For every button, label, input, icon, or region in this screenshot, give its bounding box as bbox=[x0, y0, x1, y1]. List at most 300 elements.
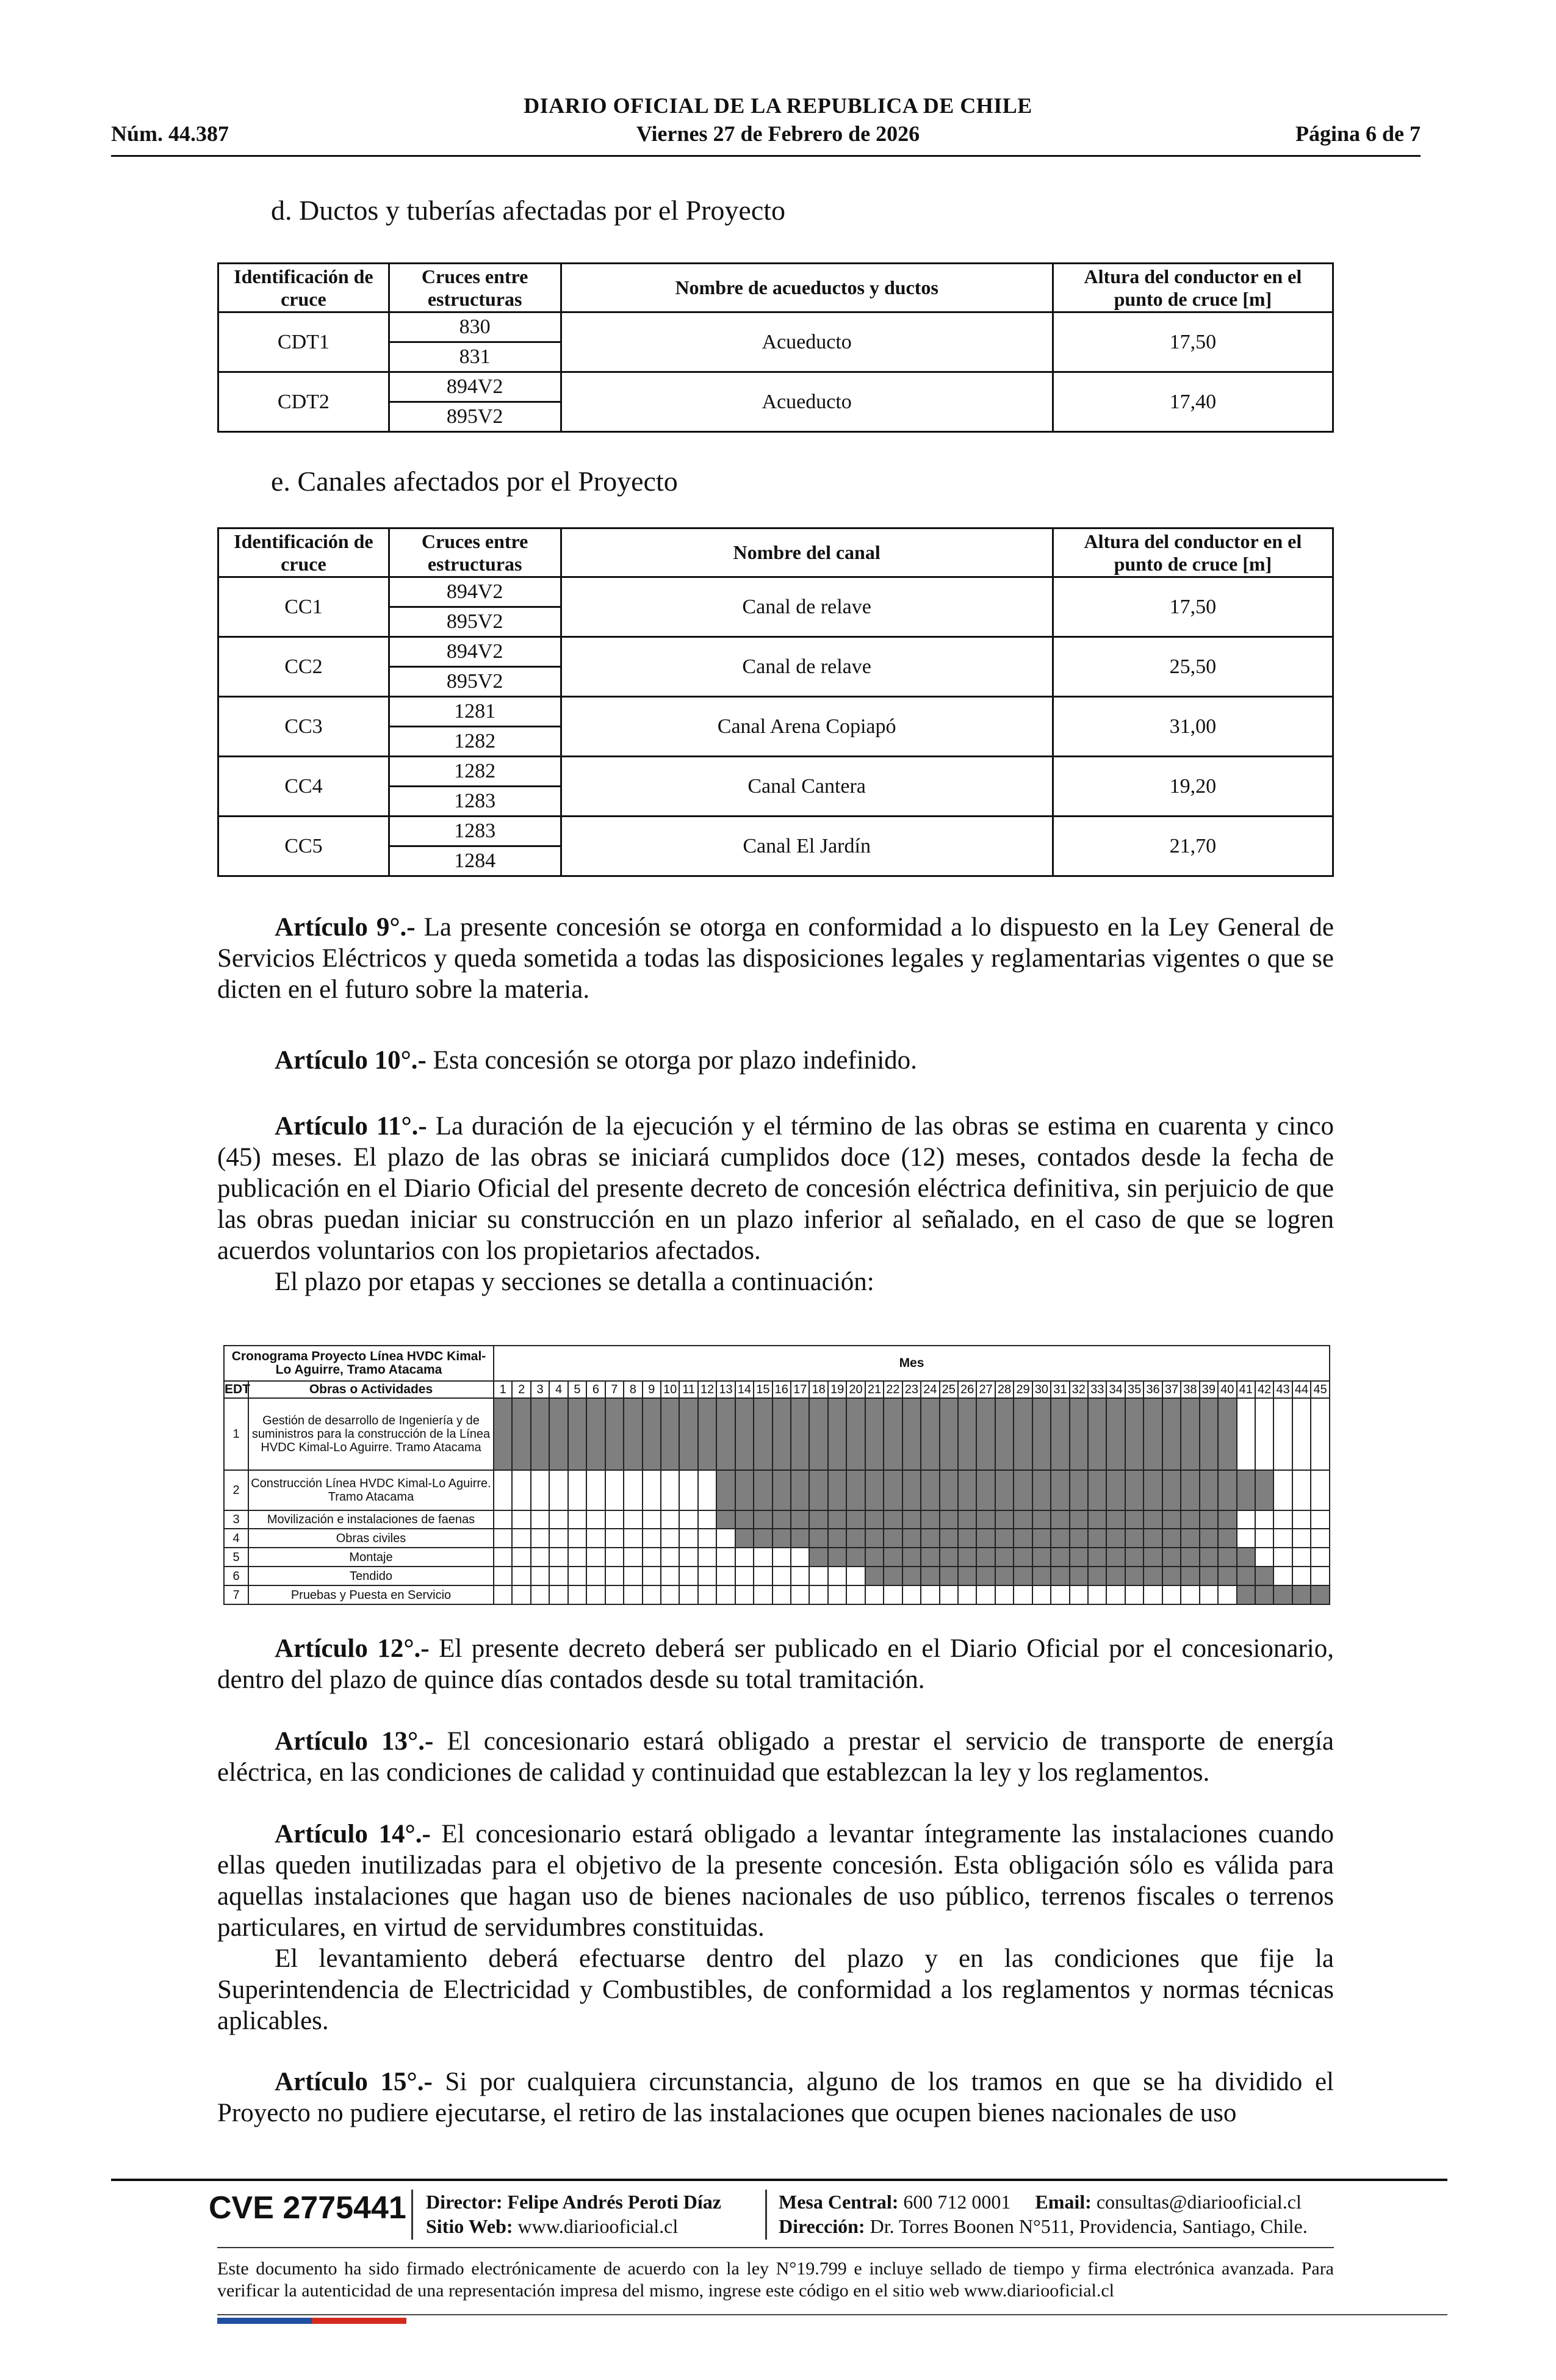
month-number: 11 bbox=[679, 1381, 697, 1399]
month-number: 1 bbox=[494, 1381, 512, 1399]
gantt-bar-cell bbox=[1125, 1548, 1144, 1567]
gantt-bar-cell bbox=[902, 1398, 921, 1469]
month-number: 38 bbox=[1181, 1381, 1199, 1399]
gantt-empty-cell bbox=[1311, 1567, 1330, 1585]
gantt-empty-cell bbox=[512, 1548, 530, 1567]
gantt-empty-cell bbox=[791, 1567, 809, 1585]
gantt-bar-cell bbox=[995, 1470, 1014, 1510]
gantt-bar-cell bbox=[1070, 1567, 1088, 1585]
gantt-bar-cell bbox=[1088, 1510, 1106, 1529]
gantt-empty-cell bbox=[586, 1529, 605, 1548]
task-edt: 1 bbox=[224, 1398, 248, 1469]
gantt-empty-cell bbox=[698, 1510, 716, 1529]
gantt-empty-cell bbox=[494, 1567, 512, 1585]
gantt-empty-cell bbox=[643, 1567, 661, 1585]
structure-cell: 831 bbox=[389, 342, 561, 372]
month-number: 4 bbox=[549, 1381, 567, 1399]
structure-cell: 830 bbox=[389, 312, 561, 342]
gantt-bar-cell bbox=[1125, 1470, 1144, 1510]
month-number: 28 bbox=[995, 1381, 1014, 1399]
gantt-empty-cell bbox=[1237, 1398, 1255, 1469]
structure-cell: 1282 bbox=[389, 727, 561, 757]
article-text: El levantamiento deberá efectuarse dentro del plazo y en las condiciones que fije la Superintendencia de Electricidad y Combustibles, de conformidad a los reglamentos y normas técnicas aplicables. bbox=[217, 1944, 1334, 2035]
gantt-empty-cell bbox=[846, 1585, 865, 1604]
gantt-bar-cell bbox=[1014, 1529, 1032, 1548]
gantt-empty-cell bbox=[1032, 1585, 1051, 1604]
gantt-empty-cell bbox=[1273, 1470, 1292, 1510]
gantt-empty-cell bbox=[624, 1529, 642, 1548]
month-number: 39 bbox=[1200, 1381, 1218, 1399]
gantt-bar-cell bbox=[773, 1470, 791, 1510]
month-number: 2 bbox=[512, 1381, 530, 1399]
gantt-bar-cell bbox=[1200, 1470, 1218, 1510]
gantt-empty-cell bbox=[549, 1567, 567, 1585]
gantt-bar-cell bbox=[716, 1398, 735, 1469]
issue-number: Núm. 44.387 bbox=[111, 121, 229, 146]
gantt-empty-cell bbox=[679, 1470, 697, 1510]
task-name: Obras civiles bbox=[248, 1529, 494, 1548]
task-name: Gestión de desarrollo de Ingeniería y de suministros para la construcción de la Línea HVDC Kimal-Lo Aguirre. Tramo Atacama bbox=[248, 1398, 494, 1469]
month-number: 17 bbox=[791, 1381, 809, 1399]
gantt-empty-cell bbox=[494, 1548, 512, 1567]
gantt-bar-cell bbox=[1144, 1548, 1162, 1567]
director-name: Felipe Andrés Peroti Díaz bbox=[502, 2191, 721, 2213]
gantt-empty-cell bbox=[661, 1470, 679, 1510]
gantt-bar-cell bbox=[976, 1510, 995, 1529]
gantt-empty-cell bbox=[643, 1470, 661, 1510]
footer-divider bbox=[217, 2247, 1334, 2248]
section-e-title: e. Canales afectados por el Proyecto bbox=[271, 466, 678, 497]
structure-cell: 1282 bbox=[389, 757, 561, 787]
month-number: 29 bbox=[1014, 1381, 1032, 1399]
gantt-empty-cell bbox=[549, 1470, 567, 1510]
journal-title: DIARIO OFICIAL DE LA REPUBLICA DE CHILE bbox=[524, 93, 1032, 118]
gantt-bar-cell bbox=[1125, 1398, 1144, 1469]
gantt-empty-cell bbox=[531, 1510, 549, 1529]
gantt-bar-cell bbox=[624, 1398, 642, 1469]
gantt-empty-cell bbox=[568, 1529, 586, 1548]
gantt-bar-cell bbox=[1218, 1470, 1236, 1510]
gantt-bar-cell bbox=[773, 1510, 791, 1529]
gantt-empty-cell bbox=[661, 1529, 679, 1548]
month-number: 24 bbox=[921, 1381, 939, 1399]
gantt-bar-cell bbox=[1051, 1529, 1069, 1548]
gantt-empty-cell bbox=[716, 1529, 735, 1548]
section-d-title: d. Ductos y tuberías afectadas por el Proyecto bbox=[271, 195, 786, 226]
gantt-empty-cell bbox=[661, 1567, 679, 1585]
gantt-bar-cell bbox=[1106, 1510, 1125, 1529]
gantt-bar-cell bbox=[1181, 1548, 1199, 1567]
gantt-bar-cell bbox=[958, 1470, 976, 1510]
footer-contact-block bbox=[779, 2190, 1308, 2238]
gantt-bar-cell bbox=[1200, 1548, 1218, 1567]
gantt-task-row bbox=[224, 1398, 1330, 1469]
gantt-bar-cell bbox=[921, 1567, 939, 1585]
gantt-bar-cell bbox=[828, 1529, 846, 1548]
gantt-empty-cell bbox=[494, 1529, 512, 1548]
article-text: El plazo por etapas y secciones se detalla a continuación: bbox=[275, 1268, 874, 1296]
gantt-empty-cell bbox=[940, 1585, 958, 1604]
gantt-bar-cell bbox=[1125, 1510, 1144, 1529]
article-label: Artículo 13°.- bbox=[275, 1727, 434, 1756]
gantt-bar-cell bbox=[884, 1548, 902, 1567]
gantt-empty-cell bbox=[1255, 1398, 1273, 1469]
gantt-bar-cell bbox=[643, 1398, 661, 1469]
gantt-bar-cell bbox=[940, 1398, 958, 1469]
gantt-bar-cell bbox=[1181, 1510, 1199, 1529]
duct-name: Acueducto bbox=[561, 312, 1053, 372]
web-link[interactable]: www.diariooficial.cl bbox=[513, 2215, 679, 2237]
gantt-bar-cell bbox=[976, 1548, 995, 1567]
gantt-bar-cell bbox=[1051, 1548, 1069, 1567]
gantt-empty-cell bbox=[995, 1585, 1014, 1604]
gantt-bar-cell bbox=[902, 1567, 921, 1585]
gantt-empty-cell bbox=[773, 1585, 791, 1604]
edt-header: EDT bbox=[224, 1381, 248, 1399]
gantt-empty-cell bbox=[754, 1585, 772, 1604]
structure-cell: 1283 bbox=[389, 817, 561, 846]
month-number: 8 bbox=[624, 1381, 642, 1399]
task-edt: 6 bbox=[224, 1567, 248, 1585]
gantt-bar-cell bbox=[1255, 1585, 1273, 1604]
gantt-bar-cell bbox=[1070, 1529, 1088, 1548]
month-number: 41 bbox=[1237, 1381, 1255, 1399]
gantt-bar-cell bbox=[716, 1470, 735, 1510]
gantt-bar-cell bbox=[512, 1398, 530, 1469]
gantt-bar-cell bbox=[586, 1398, 605, 1469]
gantt-empty-cell bbox=[716, 1585, 735, 1604]
task-edt: 2 bbox=[224, 1470, 248, 1510]
gantt-empty-cell bbox=[531, 1548, 549, 1567]
structure-cell: 1281 bbox=[389, 697, 561, 727]
gantt-empty-cell bbox=[549, 1510, 567, 1529]
gantt-bar-cell bbox=[884, 1510, 902, 1529]
conductor-height: 25,50 bbox=[1053, 637, 1333, 697]
gantt-empty-cell bbox=[698, 1470, 716, 1510]
conductor-height: 17,40 bbox=[1053, 372, 1333, 432]
gantt-bar-cell bbox=[791, 1398, 809, 1469]
gantt-empty-cell bbox=[512, 1567, 530, 1585]
gantt-bar-cell bbox=[865, 1548, 884, 1567]
gantt-bar-cell bbox=[1070, 1398, 1088, 1469]
gantt-bar-cell bbox=[1200, 1510, 1218, 1529]
gantt-bar-cell bbox=[1218, 1548, 1236, 1567]
gantt-bar-cell bbox=[1106, 1398, 1125, 1469]
gantt-empty-cell bbox=[643, 1510, 661, 1529]
gantt-empty-cell bbox=[643, 1585, 661, 1604]
article-text: Esta concesión se otorga por plazo indefinido. bbox=[426, 1046, 917, 1075]
conductor-height: 31,00 bbox=[1053, 697, 1333, 757]
gantt-empty-cell bbox=[605, 1548, 624, 1567]
month-number: 30 bbox=[1032, 1381, 1051, 1399]
director-label: Director: bbox=[426, 2191, 503, 2213]
gantt-empty-cell bbox=[698, 1567, 716, 1585]
gantt-bar-cell bbox=[494, 1398, 512, 1469]
gantt-bar-cell bbox=[1070, 1548, 1088, 1567]
article-11 bbox=[217, 1111, 1334, 1297]
gantt-empty-cell bbox=[679, 1529, 697, 1548]
gantt-bar-cell bbox=[921, 1548, 939, 1567]
gantt-bar-cell bbox=[1181, 1398, 1199, 1469]
month-number: 32 bbox=[1070, 1381, 1088, 1399]
gantt-empty-cell bbox=[698, 1585, 716, 1604]
address-label: Dirección: bbox=[779, 2215, 865, 2237]
email-label: Email: bbox=[1035, 2191, 1092, 2213]
article-label: Artículo 11°.- bbox=[275, 1112, 427, 1141]
structure-cell: 895V2 bbox=[389, 607, 561, 637]
gantt-empty-cell bbox=[1125, 1585, 1144, 1604]
gantt-bar-cell bbox=[1162, 1510, 1181, 1529]
article-12 bbox=[217, 1633, 1334, 1695]
gantt-bar-cell bbox=[902, 1529, 921, 1548]
gantt-empty-cell bbox=[1311, 1548, 1330, 1567]
article-label: Artículo 15°.- bbox=[275, 2068, 433, 2096]
gantt-bar-cell bbox=[1162, 1548, 1181, 1567]
footer-divider bbox=[111, 2179, 1447, 2181]
month-number: 5 bbox=[568, 1381, 586, 1399]
gantt-bar-cell bbox=[995, 1567, 1014, 1585]
col-header: Altura del conductor en el punto de cruce [m] bbox=[1053, 528, 1333, 577]
gantt-empty-cell bbox=[643, 1529, 661, 1548]
col-header: Cruces entre estructuras bbox=[389, 528, 561, 577]
gantt-empty-cell bbox=[605, 1470, 624, 1510]
gantt-empty-cell bbox=[1162, 1585, 1181, 1604]
gantt-empty-cell bbox=[735, 1548, 754, 1567]
conductor-height: 19,20 bbox=[1053, 757, 1333, 817]
gantt-empty-cell bbox=[568, 1567, 586, 1585]
gantt-empty-cell bbox=[754, 1548, 772, 1567]
gantt-empty-cell bbox=[661, 1510, 679, 1529]
gantt-bar-cell bbox=[1032, 1567, 1051, 1585]
footer-separator bbox=[765, 2190, 767, 2240]
gantt-bar-cell bbox=[1144, 1510, 1162, 1529]
gantt-bar-cell bbox=[605, 1398, 624, 1469]
gantt-bar-cell bbox=[735, 1470, 754, 1510]
gantt-bar-cell bbox=[809, 1529, 827, 1548]
gantt-bar-cell bbox=[1200, 1398, 1218, 1469]
month-number: 7 bbox=[605, 1381, 624, 1399]
footer-separator bbox=[411, 2190, 413, 2240]
gantt-bar-cell bbox=[1070, 1510, 1088, 1529]
gantt-empty-cell bbox=[679, 1510, 697, 1529]
gantt-bar-cell bbox=[661, 1398, 679, 1469]
gantt-bar-cell bbox=[1014, 1567, 1032, 1585]
crossing-id: CC3 bbox=[218, 697, 389, 757]
gantt-empty-cell bbox=[1237, 1510, 1255, 1529]
footer-director-block bbox=[426, 2190, 721, 2238]
gantt-bar-cell bbox=[1237, 1567, 1255, 1585]
month-number: 15 bbox=[754, 1381, 772, 1399]
gantt-bar-cell bbox=[1181, 1470, 1199, 1510]
article-13 bbox=[217, 1726, 1334, 1788]
gantt-empty-cell bbox=[679, 1548, 697, 1567]
gantt-bar-cell bbox=[1125, 1529, 1144, 1548]
gantt-empty-cell bbox=[586, 1470, 605, 1510]
gantt-empty-cell bbox=[494, 1585, 512, 1604]
gantt-bar-cell bbox=[846, 1470, 865, 1510]
gantt-empty-cell bbox=[1292, 1567, 1311, 1585]
cve-code: CVE 2775441 bbox=[209, 2190, 406, 2226]
gantt-empty-cell bbox=[679, 1567, 697, 1585]
gantt-bar-cell bbox=[976, 1470, 995, 1510]
conductor-height: 21,70 bbox=[1053, 817, 1333, 876]
structure-cell: 894V2 bbox=[389, 637, 561, 667]
gantt-empty-cell bbox=[512, 1470, 530, 1510]
gantt-bar-cell bbox=[1088, 1470, 1106, 1510]
gantt-bar-cell bbox=[1051, 1510, 1069, 1529]
gantt-empty-cell bbox=[1218, 1585, 1236, 1604]
month-number: 16 bbox=[773, 1381, 791, 1399]
col-header: Identificación de cruce bbox=[218, 264, 389, 312]
gantt-bar-cell bbox=[1051, 1470, 1069, 1510]
gantt-empty-cell bbox=[735, 1567, 754, 1585]
gantt-bar-cell bbox=[1292, 1585, 1311, 1604]
gantt-empty-cell bbox=[494, 1510, 512, 1529]
month-number: 13 bbox=[716, 1381, 735, 1399]
month-number: 20 bbox=[846, 1381, 865, 1399]
month-number: 33 bbox=[1088, 1381, 1106, 1399]
article-text: El concesionario estará obligado a prestar el servicio de transporte de energía eléctrica, en las condiciones de calidad y continuidad que establezcan la ley y los reglamentos. bbox=[217, 1727, 1334, 1787]
gantt-bar-cell bbox=[846, 1398, 865, 1469]
gantt-bar-cell bbox=[549, 1398, 567, 1469]
gantt-empty-cell bbox=[828, 1585, 846, 1604]
gantt-bar-cell bbox=[809, 1398, 827, 1469]
gantt-bar-cell bbox=[1255, 1567, 1273, 1585]
task-name: Tendido bbox=[248, 1567, 494, 1585]
gantt-bar-cell bbox=[568, 1398, 586, 1469]
gantt-empty-cell bbox=[1255, 1548, 1273, 1567]
gantt-bar-cell bbox=[791, 1470, 809, 1510]
gantt-bar-cell bbox=[976, 1398, 995, 1469]
gantt-empty-cell bbox=[531, 1470, 549, 1510]
gantt-empty-cell bbox=[1200, 1585, 1218, 1604]
gantt-bar-cell bbox=[940, 1470, 958, 1510]
gantt-bar-cell bbox=[1106, 1529, 1125, 1548]
gantt-bar-cell bbox=[884, 1470, 902, 1510]
gantt-empty-cell bbox=[605, 1567, 624, 1585]
gantt-empty-cell bbox=[1292, 1548, 1311, 1567]
gantt-empty-cell bbox=[624, 1567, 642, 1585]
task-name: Pruebas y Puesta en Servicio bbox=[248, 1585, 494, 1604]
gantt-empty-cell bbox=[828, 1567, 846, 1585]
gantt-bar-cell bbox=[754, 1470, 772, 1510]
gantt-bar-cell bbox=[754, 1510, 772, 1529]
gantt-empty-cell bbox=[1311, 1529, 1330, 1548]
gantt-bar-cell bbox=[958, 1567, 976, 1585]
gantt-empty-cell bbox=[586, 1510, 605, 1529]
gantt-bar-cell bbox=[1144, 1470, 1162, 1510]
gantt-empty-cell bbox=[661, 1548, 679, 1567]
crossing-id: CDT1 bbox=[218, 312, 389, 372]
gantt-empty-cell bbox=[1088, 1585, 1106, 1604]
gantt-bar-cell bbox=[754, 1529, 772, 1548]
gantt-empty-cell bbox=[791, 1548, 809, 1567]
month-number: 25 bbox=[940, 1381, 958, 1399]
gantt-empty-cell bbox=[531, 1529, 549, 1548]
gantt-empty-cell bbox=[1273, 1567, 1292, 1585]
task-name: Movilización e instalaciones de faenas bbox=[248, 1510, 494, 1529]
gantt-empty-cell bbox=[865, 1585, 884, 1604]
gantt-empty-cell bbox=[698, 1548, 716, 1567]
gantt-month-header: Mes bbox=[494, 1346, 1330, 1381]
structure-cell: 894V2 bbox=[389, 372, 561, 402]
gantt-bar-cell bbox=[865, 1567, 884, 1585]
gantt-bar-cell bbox=[865, 1510, 884, 1529]
gantt-bar-cell bbox=[1237, 1585, 1255, 1604]
gantt-bar-cell bbox=[921, 1529, 939, 1548]
gantt-bar-cell bbox=[1070, 1470, 1088, 1510]
conductor-height: 17,50 bbox=[1053, 577, 1333, 637]
gantt-bar-cell bbox=[846, 1510, 865, 1529]
gantt-empty-cell bbox=[1144, 1585, 1162, 1604]
gantt-schedule bbox=[223, 1345, 1330, 1605]
structure-cell: 895V2 bbox=[389, 667, 561, 697]
month-number: 45 bbox=[1311, 1381, 1330, 1399]
col-header: Nombre de acueductos y ductos bbox=[561, 264, 1053, 312]
gantt-bar-cell bbox=[1144, 1529, 1162, 1548]
gantt-bar-cell bbox=[773, 1398, 791, 1469]
gantt-empty-cell bbox=[1292, 1510, 1311, 1529]
gantt-empty-cell bbox=[605, 1585, 624, 1604]
gantt-empty-cell bbox=[1273, 1510, 1292, 1529]
gantt-bar-cell bbox=[1255, 1470, 1273, 1510]
gantt-bar-cell bbox=[1106, 1470, 1125, 1510]
gantt-empty-cell bbox=[716, 1548, 735, 1567]
gantt-bar-cell bbox=[902, 1470, 921, 1510]
gantt-empty-cell bbox=[902, 1585, 921, 1604]
gantt-task-row bbox=[224, 1567, 1330, 1585]
article-text: El concesionario estará obligado a levantar íntegramente las instalaciones cuando ellas queden inutilizadas para el objetivo de la presente concesión. Esta obligación sólo es válida para aquellas instalaciones que hagan uso de bienes nacionales de uso público, terrenos fiscales o terrenos particulares, en virtud de servidumbres constituidas. bbox=[217, 1820, 1334, 1942]
article-label: Artículo 14°.- bbox=[275, 1820, 431, 1848]
gantt-bar-cell bbox=[1218, 1567, 1236, 1585]
article-text: El presente decreto deberá ser publicado en el Diario Oficial por el concesionario, dentro del plazo de quince días contados desde su total tramitación. bbox=[217, 1634, 1334, 1694]
gantt-empty-cell bbox=[884, 1585, 902, 1604]
gantt-bar-cell bbox=[1032, 1470, 1051, 1510]
gantt-bar-cell bbox=[1237, 1470, 1255, 1510]
month-number: 35 bbox=[1125, 1381, 1144, 1399]
gantt-bar-cell bbox=[754, 1398, 772, 1469]
month-number: 27 bbox=[976, 1381, 995, 1399]
gantt-empty-cell bbox=[586, 1548, 605, 1567]
gantt-empty-cell bbox=[1255, 1529, 1273, 1548]
gantt-empty-cell bbox=[735, 1585, 754, 1604]
canal-name: Canal de relave bbox=[561, 577, 1053, 637]
gantt-bar-cell bbox=[921, 1470, 939, 1510]
gantt-bar-cell bbox=[1014, 1548, 1032, 1567]
issue-date: Viernes 27 de Febrero de 2026 bbox=[636, 121, 920, 146]
gantt-bar-cell bbox=[809, 1510, 827, 1529]
gantt-bar-cell bbox=[828, 1398, 846, 1469]
article-14 bbox=[217, 1819, 1334, 2036]
month-number: 14 bbox=[735, 1381, 754, 1399]
email-link[interactable]: consultas@diariooficial.cl bbox=[1091, 2191, 1302, 2213]
task-name: Montaje bbox=[248, 1548, 494, 1567]
gantt-bar-cell bbox=[1273, 1585, 1292, 1604]
gantt-bar-cell bbox=[1088, 1548, 1106, 1567]
gantt-empty-cell bbox=[773, 1567, 791, 1585]
gantt-empty-cell bbox=[846, 1567, 865, 1585]
gantt-empty-cell bbox=[773, 1548, 791, 1567]
gantt-empty-cell bbox=[549, 1585, 567, 1604]
gantt-empty-cell bbox=[921, 1585, 939, 1604]
gantt-empty-cell bbox=[512, 1585, 530, 1604]
month-number: 6 bbox=[586, 1381, 605, 1399]
gantt-empty-cell bbox=[1273, 1529, 1292, 1548]
canal-name: Canal de relave bbox=[561, 637, 1053, 697]
month-number: 18 bbox=[809, 1381, 827, 1399]
gantt-empty-cell bbox=[1273, 1548, 1292, 1567]
gantt-bar-cell bbox=[773, 1529, 791, 1548]
